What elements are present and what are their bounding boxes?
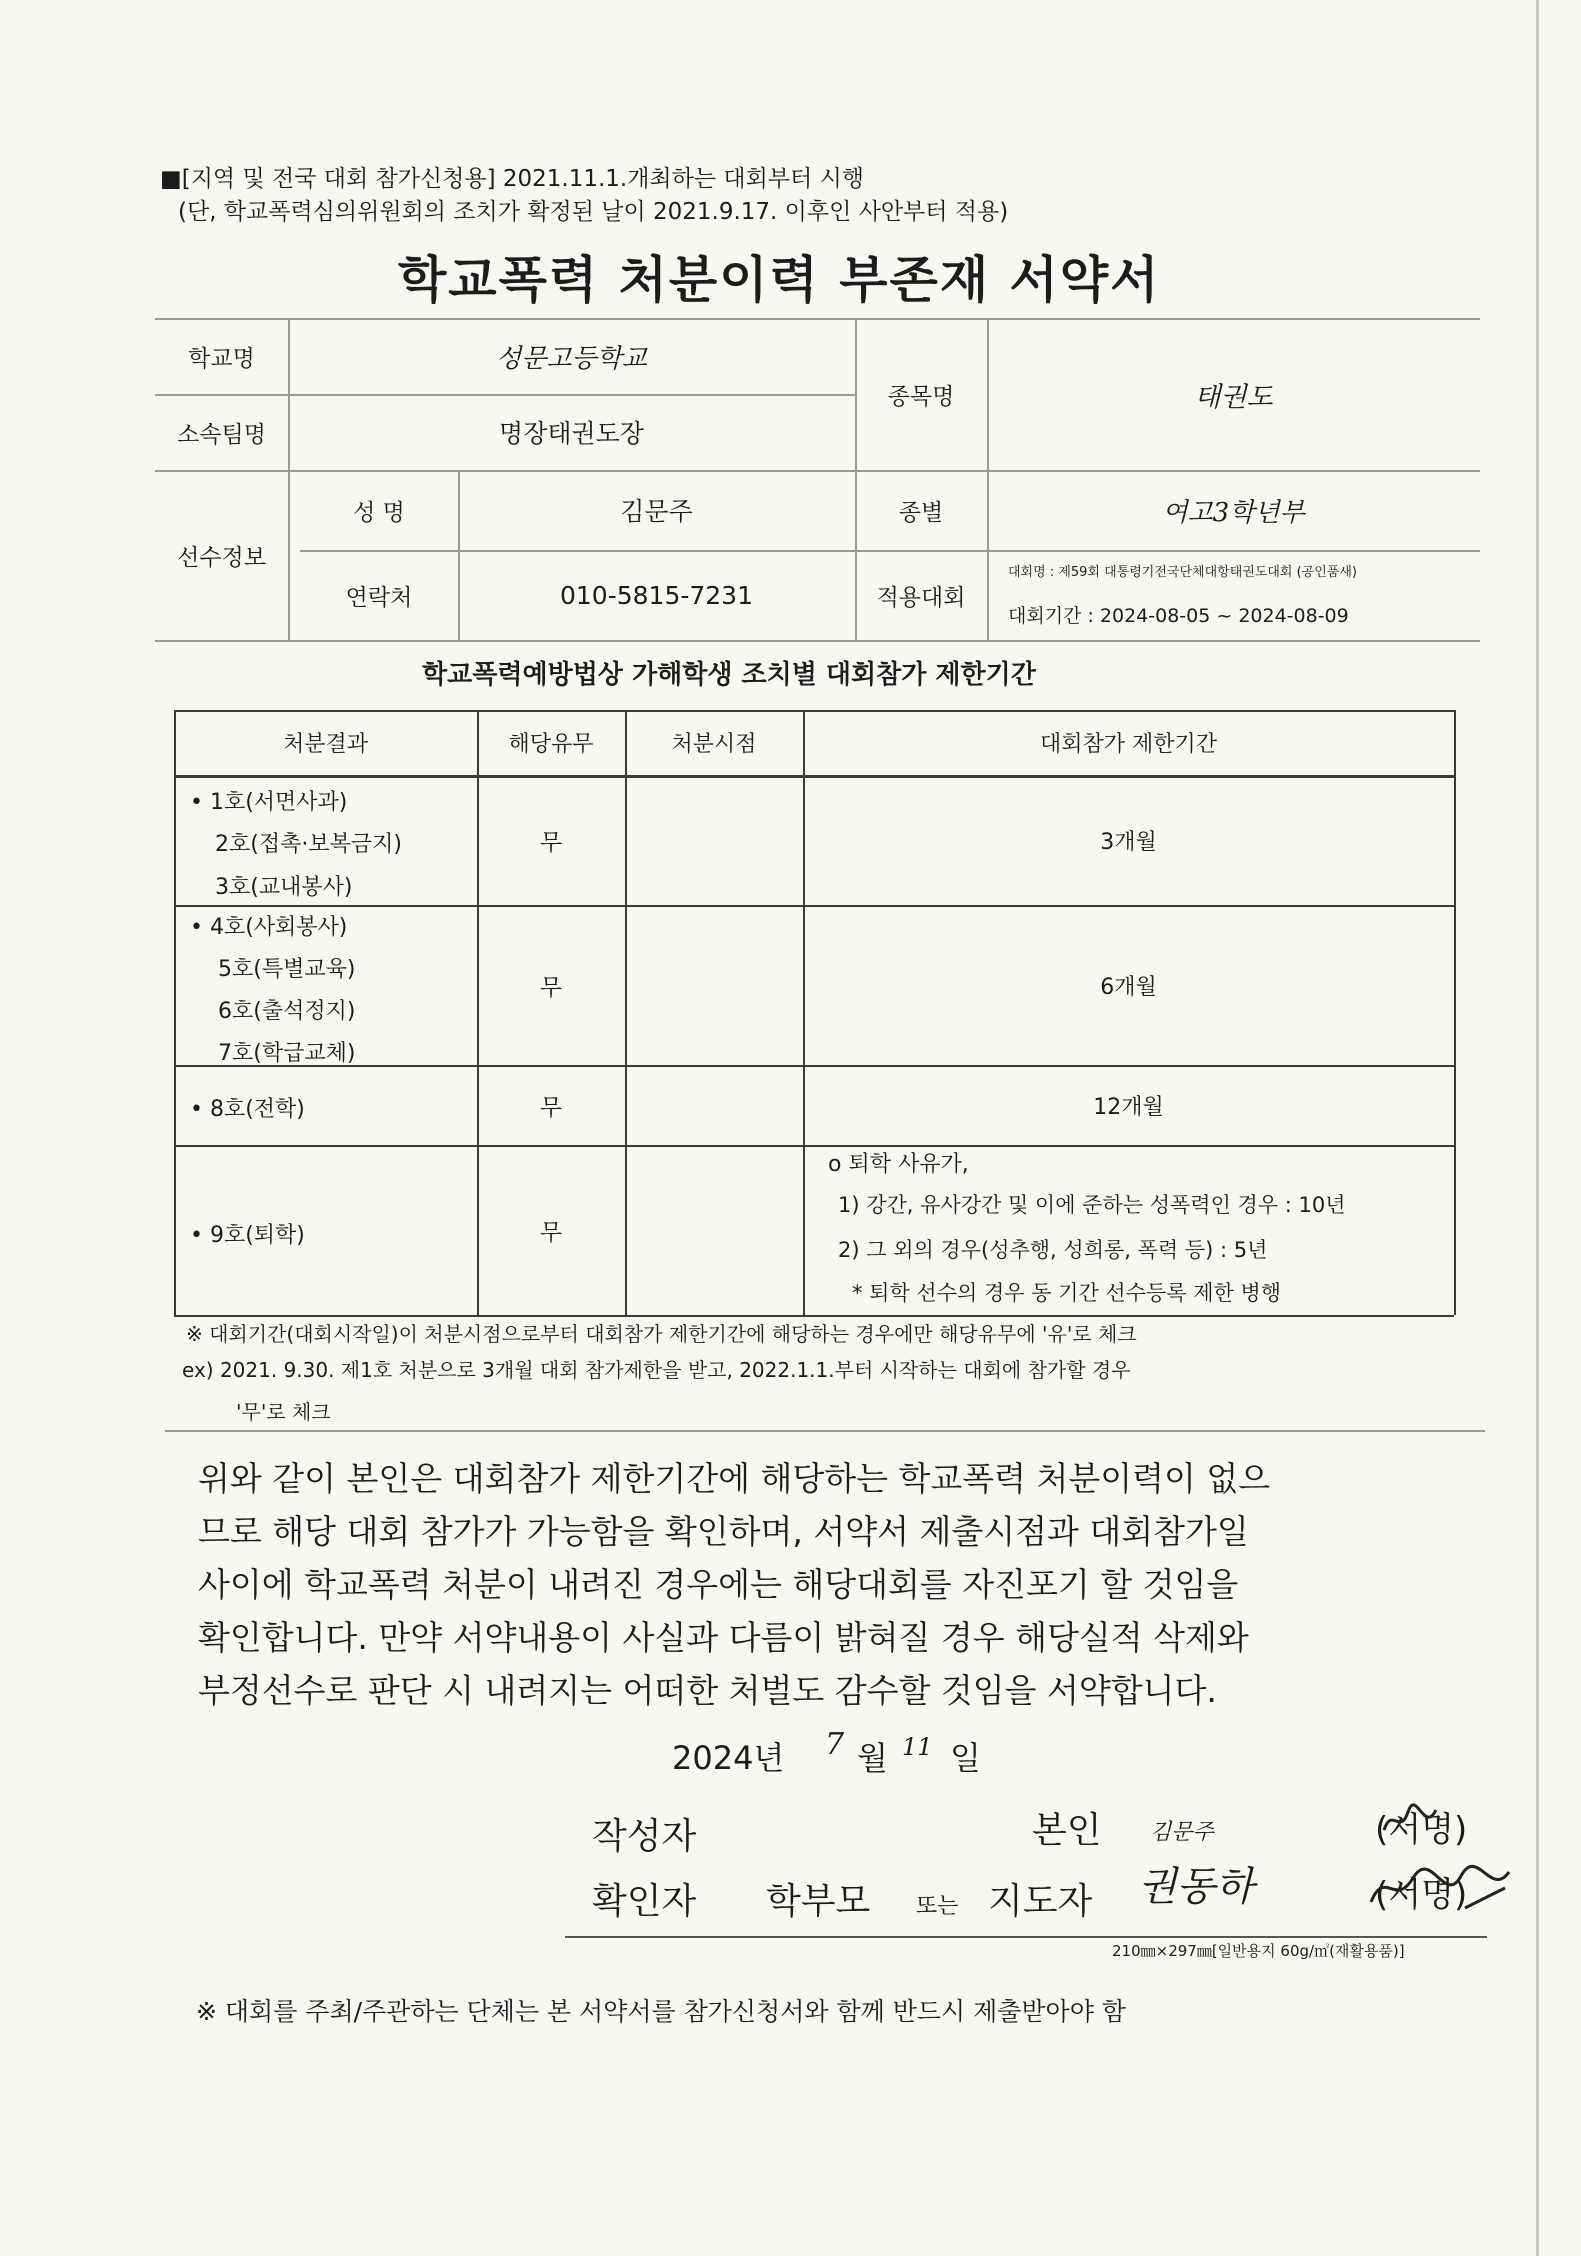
signature-mark-self [1380,1800,1440,1840]
pledge-line: 사이에 학교폭력 처분이 내려진 경우에는 해당대회를 자진포기 할 것임을 [198,1565,1239,1604]
contact-value: 010-5815-7231 [559,580,753,610]
date-day: 11 [902,1733,933,1761]
note-line: ※ 대회기간(대회시작일)이 처분시점으로부터 대회참가 제한기간에 해당하는 경우에만 해당유무에 '유'로 체크 [186,1322,1137,1346]
pledge-line: 므로 해당 대회 참가가 가능함을 확인하며, 서약서 제출시점과 대회참가일 [198,1512,1249,1551]
restriction-period: 3개월 [1100,829,1157,855]
table-border [174,1145,1454,1147]
table-border [1454,710,1456,1315]
dismissal-note: 2) 그 외의 경우(성추행, 성희롱, 폭력 등) : 5년 [838,1238,1268,1262]
player-info-label: 선수정보 [177,544,266,571]
coach-label: 지도자 [988,1881,1093,1922]
footer-note: ※ 대회를 주최/주관하는 단체는 본 서약서를 참가신청서와 함께 반드시 제출받아야 함 [196,1997,1126,2026]
measure-item: • 9호(퇴학) [190,1223,305,1248]
event-value: 태권도 [1194,381,1273,413]
column-header: 처분시점 [671,732,757,757]
dismissal-note: o 퇴학 사유가, [828,1152,969,1177]
confirm-label: 확인자 [592,1881,697,1922]
header-line-2: (단, 학교폭력심의위원회의 조치가 확정된 날이 2021.9.17. 이후인 사안부터 적용) [178,199,1009,225]
column-header: 대회참가 제한기간 [1039,732,1217,757]
parent-label: 학부모 [766,1881,871,1922]
measure-item: 5호(특별교육) [218,957,356,982]
writer-label: 작성자 [592,1816,697,1857]
name-value: 김문주 [620,497,693,526]
division-label: 종별 [898,499,944,526]
or-label: 또는 [916,1894,959,1919]
competition-name: 대회명 : 제59회 대통령기전국단체대항태권도대회 (공인품새) [1008,565,1357,580]
applicable-value: 무 [539,974,563,1001]
rule [165,1430,1485,1432]
measure-item: • 4호(사회봉사) [190,915,348,940]
measure-item: • 8호(전학) [190,1097,305,1122]
header-line-1: ■[지역 및 전국 대회 참가신청용] 2021.11.1.개최하는 대회부터 시행 [160,166,865,192]
table-border [625,710,627,1315]
sign-label: (서명) [1375,1810,1468,1850]
applicable-value: 무 [539,1219,563,1246]
date-year: 2024년 [672,1739,785,1777]
date-month: 7 [825,1727,845,1762]
dismissal-note: 1) 강간, 유사강간 및 이에 준하는 성폭력인 경우 : 10년 [838,1193,1346,1217]
team-value: 명장태권도장 [499,419,644,448]
document-title: 학교폭력 처분이력 부존재 서약서 [398,251,1161,309]
measure-item: • 1호(서면사과) [190,790,348,815]
dismissal-note: * 퇴학 선수의 경우 동 기간 선수등록 제한 병행 [852,1281,1282,1305]
measure-item: 3호(교내봉사) [215,875,353,900]
rule [155,640,1480,642]
applicable-value: 무 [539,829,563,856]
column-header: 해당유무 [508,732,594,757]
team-label: 소속팀명 [177,421,266,448]
measure-item: 7호(학급교체) [218,1041,356,1066]
note-line: ex) 2021. 9.30. 제1호 처분으로 3개월 대회 참가제한을 받고, 2022.1.1.부터 시작하는 대회에 참가할 경우 [182,1358,1131,1382]
measure-item: 2호(접촉·보복금지) [215,832,402,857]
self-label: 본인 [1032,1810,1102,1851]
competition-label: 적용대회 [876,584,966,611]
restriction-period: 12개월 [1093,1094,1164,1120]
applicable-value: 무 [539,1094,563,1121]
paper-spec: 210㎜×297㎜[일반용지 60g/㎡(재활용품)] [1112,1942,1405,1960]
name-label: 성 명 [353,499,405,526]
pledge-line: 위와 같이 본인은 대회참가 제한기간에 해당하는 학교폭력 처분이력이 없으 [198,1459,1271,1498]
sign-label-2: (서명) [1375,1875,1468,1915]
measure-item: 6호(출석정지) [218,999,356,1024]
coach-name: 권동하 [1138,1864,1254,1910]
section-title: 학교폭력예방법상 가해학생 조치별 대회참가 제한기간 [422,660,1036,690]
pledge-line: 확인합니다. 만약 서약내용이 사실과 다름이 밝혀질 경우 해당실적 삭제와 [198,1618,1249,1657]
school-value: 성문고등학교 [496,343,647,374]
rule [565,1936,1487,1938]
date-day-label: 일 [950,1739,981,1777]
date-month-label: 월 [857,1739,888,1777]
page-edge [1536,0,1539,2256]
division-value: 여고3학년부 [1162,497,1305,528]
contact-label: 연락처 [345,584,413,611]
self-name: 김문주 [1150,1820,1214,1845]
signature-mark-coach [1365,1858,1515,1918]
table-border [174,1315,1454,1317]
school-label: 학교명 [188,345,255,372]
table-border [174,710,176,1315]
pledge-line: 부정선수로 판단 시 내려지는 어떠한 처벌도 감수할 것임을 서약합니다. [198,1671,1217,1710]
restriction-period: 6개월 [1100,974,1157,1000]
competition-period: 대회기간 : 2024-08-05 ~ 2024-08-09 [1008,605,1349,627]
note-line: '무'로 체크 [236,1400,331,1424]
column-header: 처분결과 [282,732,368,757]
event-label: 종목명 [887,383,955,410]
